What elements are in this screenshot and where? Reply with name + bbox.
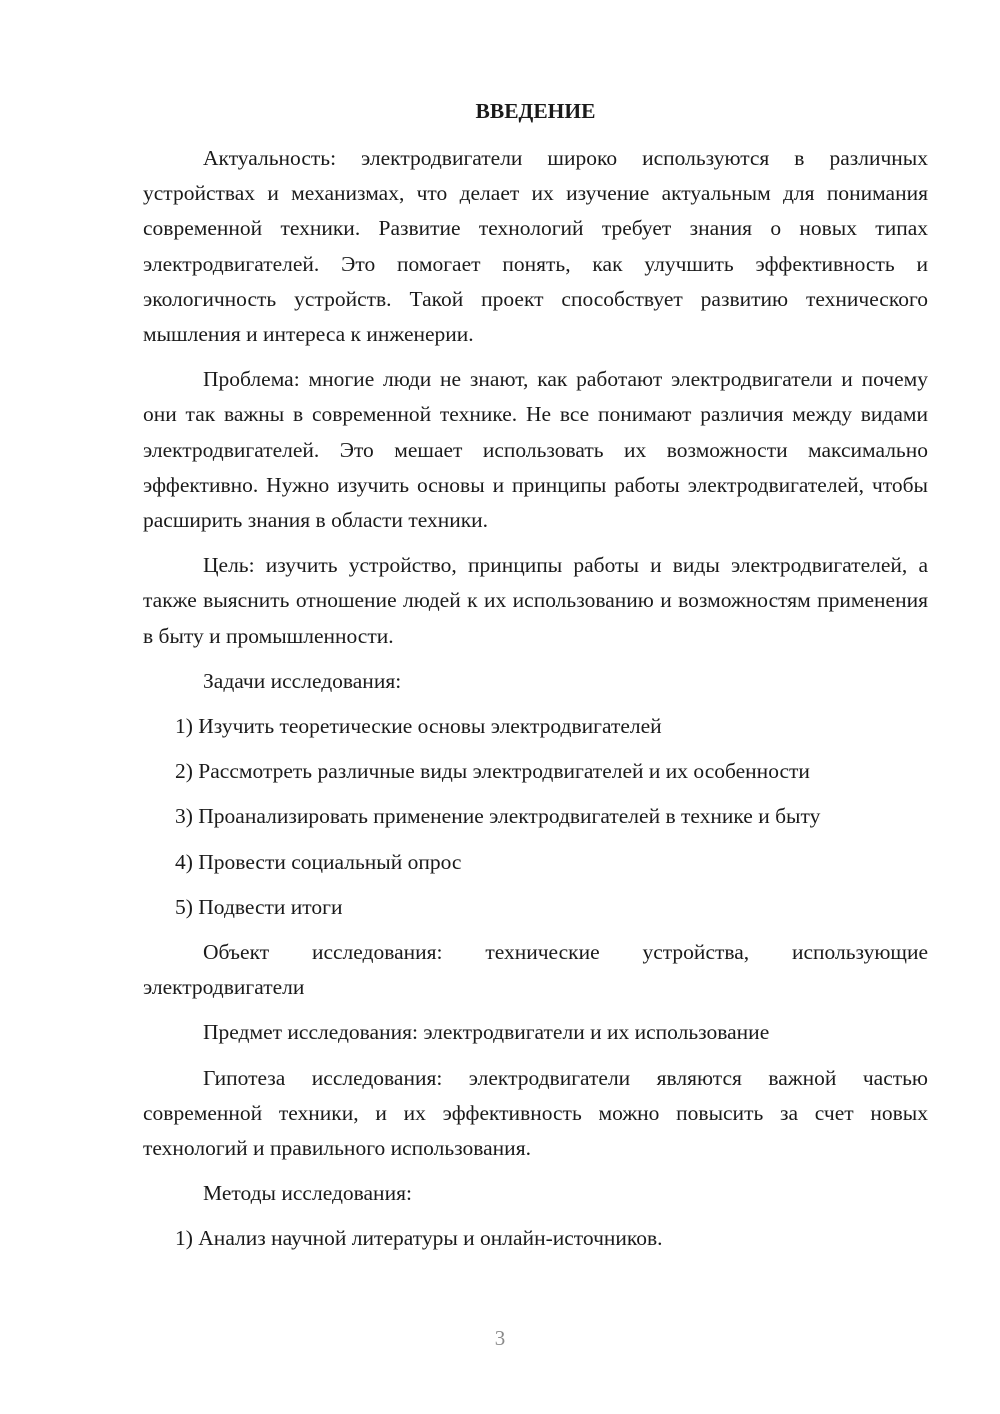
- paragraph-hypothesis: Гипотеза исследования: электродвигатели являются важной частью современной техники, и их эффективность можно повысить за счет новых технологий и правильного использования.: [143, 1065, 928, 1161]
- list-item: 2) Рассмотреть различные виды электродвигателей и их особенности: [175, 759, 810, 784]
- tasks-heading: Задачи исследования:: [203, 668, 402, 693]
- section-title: ВВЕДЕНИЕ: [475, 99, 596, 123]
- page-number: 3: [494, 1326, 506, 1350]
- list-item: 1) Изучить теоретические основы электродвигателей: [175, 714, 662, 739]
- document-page: [143, 94, 928, 1267]
- list-item: 4) Провести социальный опрос: [175, 849, 462, 874]
- paragraph-relevance: Актуальность: электродвигатели широко используются в различных устройствах и механизмах, что делает их изучение актуальным для понимания современной техники. Развитие технологий требует знания о новых типах электродвигателей. Это помогает понять, как улучшить эффективность и экологичность устройств. Такой проект способствует развитию технического мышления и интереса к инженерии.: [143, 146, 928, 347]
- list-item: 1) Анализ научной литературы и онлайн-источников.: [175, 1226, 663, 1251]
- paragraph-problem: Проблема: многие люди не знают, как работают электродвигатели и почему они так важны в современной технике. Не все понимают различия между видами электродвигателей. Это мешает использовать их возможности максимально эффективно. Нужно изучить основы и принципы работы электродвигателей, чтобы расширить знания в области техники.: [143, 367, 928, 533]
- paragraph-subject: Предмет исследования: электродвигатели и их использование: [203, 1020, 770, 1045]
- list-item: 3) Проанализировать применение электродвигателей в технике и быту: [175, 804, 821, 829]
- methods-heading: Методы исследования:: [203, 1181, 412, 1206]
- list-item: 5) Подвести итоги: [175, 894, 343, 919]
- paragraph-object: Объект исследования: технические устройства, использующие электродвигатели: [143, 940, 928, 1000]
- paragraph-goal: Цель: изучить устройство, принципы работы и виды электродвигателей, а также выяснить отношение людей к их использованию и возможностям применения в быту и промышленности.: [143, 553, 928, 648]
